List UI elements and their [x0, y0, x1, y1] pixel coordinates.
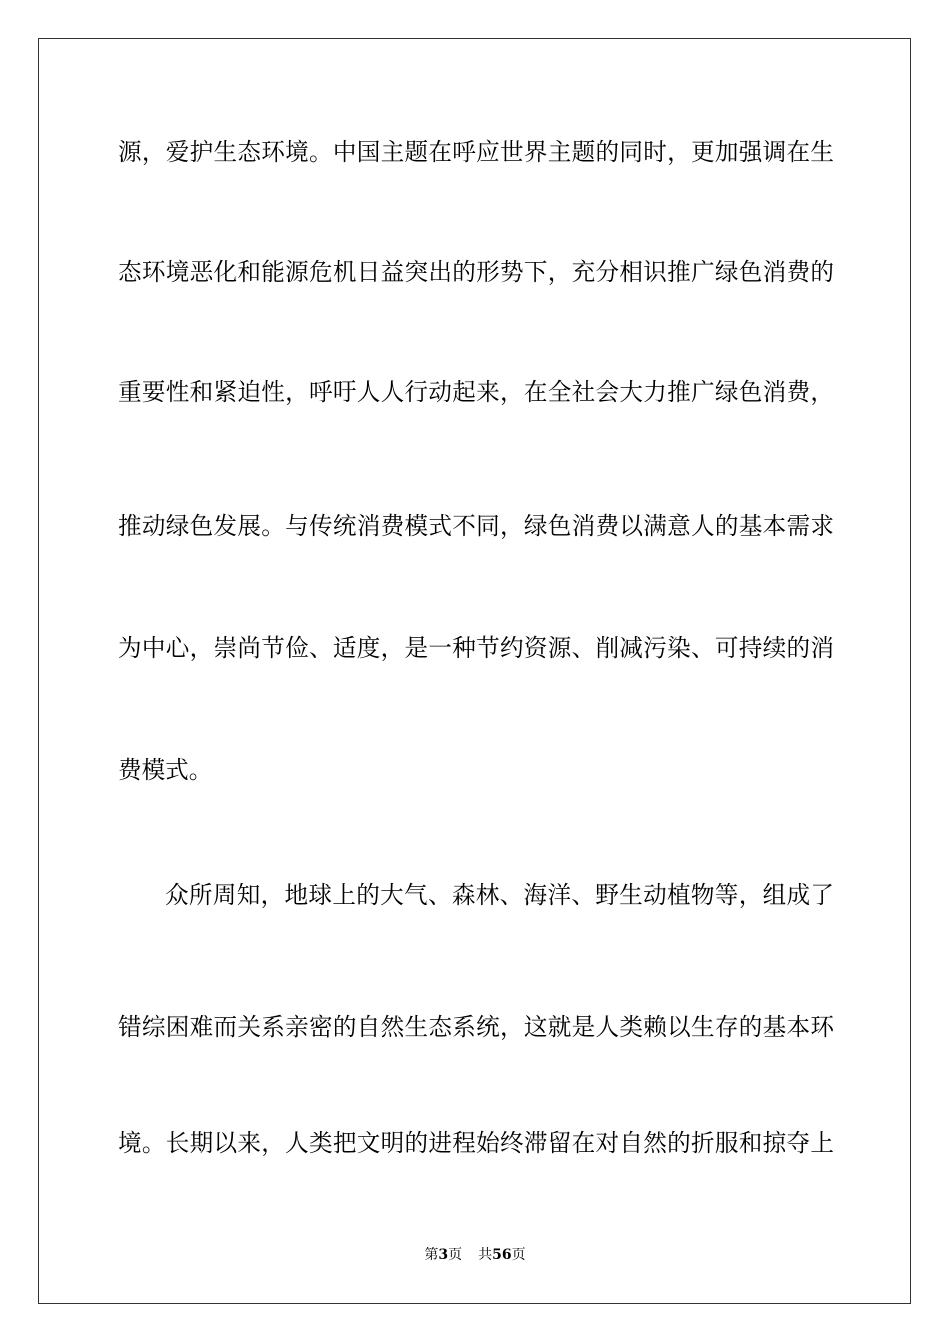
text-line: 态环境恶化和能源危机日益突出的形势下，充分相识推广绿色消费的	[118, 258, 834, 286]
page-suffix: 页	[448, 1247, 463, 1263]
text-line: 重要性和紧迫性，呼吁人人行动起来，在全社会大力推广绿色消费，	[118, 378, 834, 406]
total-pages: 56	[492, 1247, 512, 1263]
text-line: 费模式。	[118, 756, 213, 784]
text-line: 为中心，崇尚节俭、适度，是一种节约资源、削减污染、可持续的消	[118, 634, 834, 662]
total-prefix: 共	[478, 1247, 493, 1263]
page-prefix: 第	[424, 1247, 439, 1263]
text-line: 源，爱护生态环境。中国主题在呼应世界主题的同时，更加强调在生	[118, 138, 834, 166]
total-suffix: 页	[511, 1247, 526, 1263]
page-number: 3	[438, 1247, 449, 1263]
text-line: 错综困难而关系亲密的自然生态系统，这就是人类赖以生存的基本环	[118, 1013, 834, 1041]
page-border	[38, 38, 911, 1304]
paragraph-first-line: 众所周知，地球上的大气、森林、海洋、野生动植物等，组成了	[165, 881, 834, 909]
page-footer	[0, 1245, 950, 1265]
text-line: 境。长期以来，人类把文明的进程始终滞留在对自然的折服和掠夺上	[118, 1129, 834, 1157]
text-line: 推动绿色发展。与传统消费模式不同，绿色消费以满意人的基本需求	[118, 512, 834, 540]
